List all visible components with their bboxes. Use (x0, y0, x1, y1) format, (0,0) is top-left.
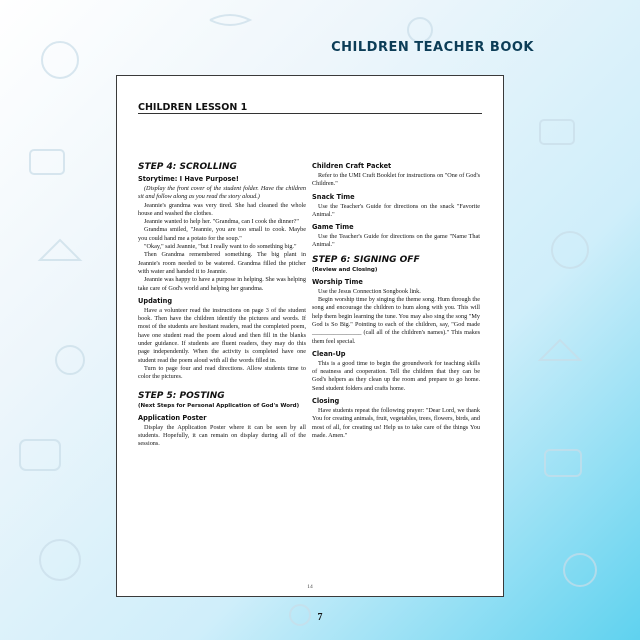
title-divider (138, 113, 482, 114)
game-paragraph: Use the Teacher's Guide for directions on the game "Name That Animal." (312, 233, 480, 249)
story-paragraph: Jeannie's grandma was very tired. She had cleaned the whole house and washed the clothes. (138, 201, 306, 217)
page-frame (116, 75, 504, 597)
step6-heading: STEP 6: SIGNING OFF (312, 254, 420, 265)
step5-heading: STEP 5: POSTING (138, 390, 225, 401)
updating-heading: Updating (138, 296, 173, 305)
storytime-instruction: (Display the front cover of the student folder. Have the children sit and follow along as you read the story aloud.) (138, 185, 306, 201)
snack-heading: Snack Time (312, 192, 355, 201)
storytime-heading: Storytime: I Have Purpose! (138, 175, 239, 183)
left-column (138, 162, 306, 448)
page-number: 7 (317, 612, 323, 623)
craft-heading: Children Craft Packet (312, 162, 392, 170)
closing-heading: Closing (312, 397, 340, 406)
cleanup-heading: Clean-Up (312, 349, 346, 358)
step4-heading: STEP 4: SCROLLING (138, 162, 237, 172)
story-paragraph: Grandma smiled, "Jeannie, you are too small to cook. Maybe you could hand me a potato for the soup." (138, 226, 306, 242)
story-paragraph: "Okay," said Jeannie, "but I really want to do something big." (144, 243, 297, 251)
poster-heading: Application Poster (138, 413, 207, 422)
story-paragraph: Then Grandma remembered something. The big plant in Jeannie's room needed to be watered. Grandma filled the pitcher with water and handed it to Jeannie. (138, 251, 306, 275)
snack-paragraph: Use the Teacher's Guide for directions on the snack "Favorite Animal." (312, 202, 480, 218)
worship-paragraph: Begin worship time by singing the theme song. Hum through the song and encourage the children to hum along with you. This will help them begin learning the tune. You may also sing the song "My God is So Big." Pointing to each of the children, say, "God made ________________ (call all of the children's names)." This makes them feel special. (312, 296, 480, 345)
story-paragraph: Jeannie wanted to help her. "Grandma, can I cook the dinner?" (144, 218, 299, 226)
worship-paragraph: Use the Jesus Connection Songbook link. (318, 287, 421, 295)
craft-paragraph: Refer to the UMI Craft Booklet for instructions on "One of God's Children." (312, 172, 480, 188)
step5-subtitle: (Next Steps for Personal Application of God's Word) (138, 402, 300, 409)
story-paragraph: Jeannie was happy to have a purpose in helping. She was helping take care of God's world and helping her grandma. (138, 276, 306, 292)
updating-paragraph: Have a volunteer read the instructions on page 3 of the student book. Then have the children identify the pictures and words. If most of the students are hesitant readers, read the completed poem, have one student read the poem aloud and then fill in the blanks under guidance. If students are fluent readers, they may do this page independently. When the activity is completed have one student read the poem aloud with all the words filled in. (138, 306, 306, 364)
closing-paragraph: Have students repeat the following prayer: "Dear Lord, we thank You for creating animals, fruit, vegetables, trees, flowers, birds, and most of all, for creating us! Help us to take care of the things You made. Amen." (312, 407, 480, 439)
poster-paragraph: Display the Application Poster where it can be seen by all students. Hopefully, it can remain on display during all of the sessions. (138, 423, 306, 448)
updating-paragraph: Turn to page four and read directions. Allow students time to color the pictures. (138, 364, 306, 381)
cleanup-paragraph: This is a good time to begin the groundwork for teaching skills of neatness and cooperation. Tell the children that they can be God's helpers as they clean up the room and prepare to go home. Send student folders and crafts home. (312, 359, 480, 392)
book-title: CHILDREN TEACHER BOOK (331, 40, 534, 55)
game-heading: Game Time (312, 223, 354, 232)
right-column (312, 162, 480, 440)
inner-page-number: 14 (307, 584, 313, 590)
lesson-title: CHILDREN LESSON 1 (138, 102, 248, 113)
worship-heading: Worship Time (312, 277, 363, 286)
step6-subtitle: (Review and Closing) (312, 266, 378, 273)
